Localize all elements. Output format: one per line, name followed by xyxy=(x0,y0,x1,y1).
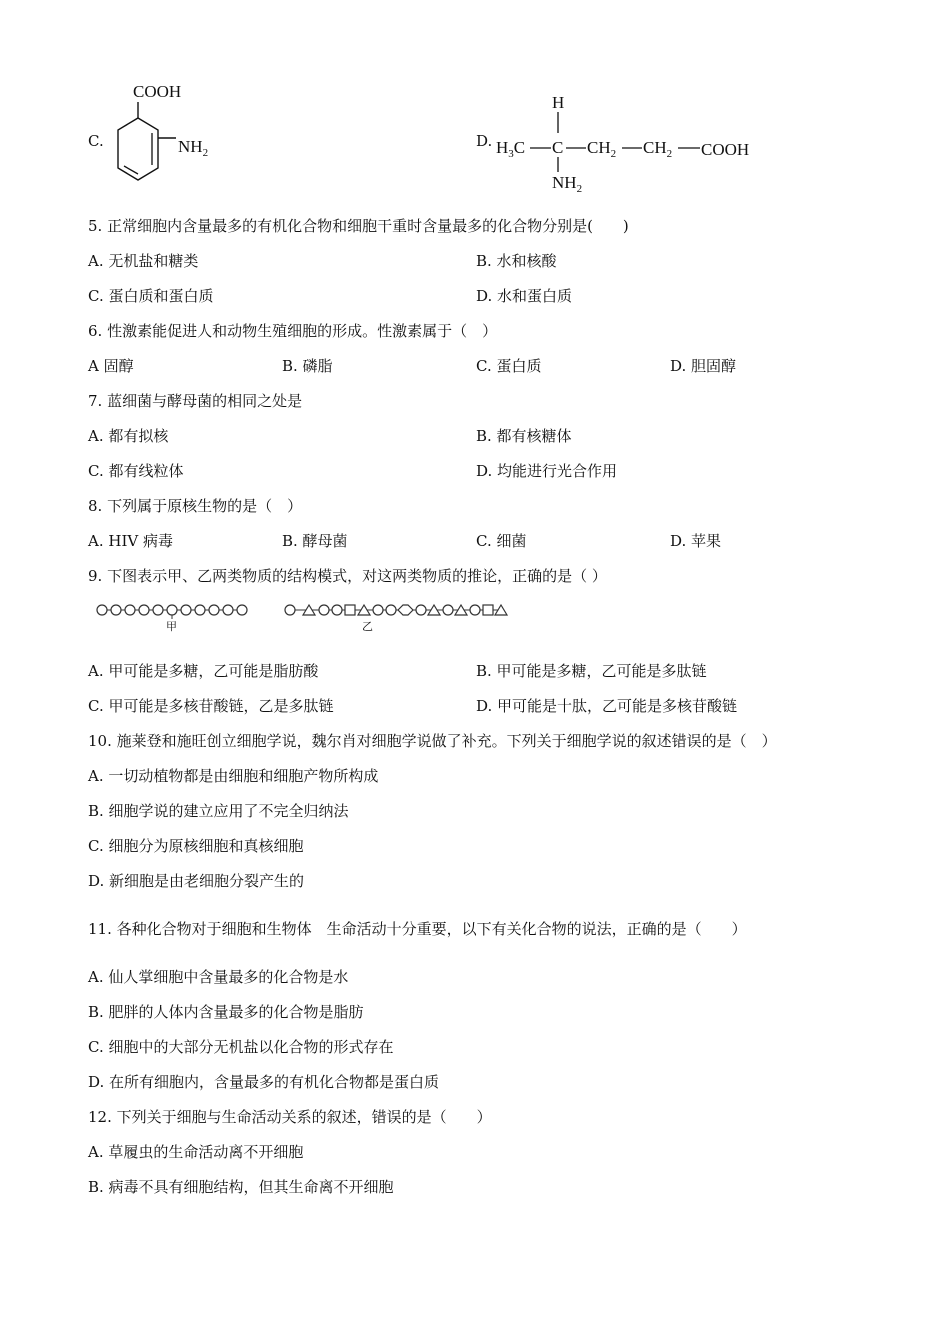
q4-d-ch2a-text: $CH_2$ xyxy=(587,138,617,160)
q10-option-a[interactable]: A. 一切动植物都是由细胞和细胞产物所构成 xyxy=(88,767,379,785)
q9-yi-monomer xyxy=(470,605,480,615)
q7-stem: 7. 蓝细菌与酵母菌的相同之处是 xyxy=(88,392,303,410)
q4-option-c-structure xyxy=(100,78,240,198)
q9-option-a[interactable]: A. 甲可能是多糖，乙可能是脂肪酸 xyxy=(88,662,319,680)
q4-d-cooh-text: COOH xyxy=(701,140,750,159)
q9-chain-yi xyxy=(285,605,507,615)
q11-option-c[interactable]: C. 细胞中的大部分无机盐以化合物的形式存在 xyxy=(88,1038,394,1056)
q9-jia-monomer xyxy=(167,605,177,615)
q9-label-jia: 甲 xyxy=(166,621,177,633)
q5-option-a[interactable]: A. 无机盐和糖类 xyxy=(88,252,199,270)
q11-option-d[interactable]: D. 在所有细胞内，含量最多的有机化合物都是蛋白质 xyxy=(88,1073,440,1091)
q9-jia-monomer xyxy=(153,605,163,615)
q9-jia-monomer xyxy=(97,605,107,615)
q9-yi-monomer xyxy=(443,605,453,615)
q4-d-h3c-text: $H_3C$ xyxy=(496,138,526,160)
q9-jia-monomer xyxy=(111,605,121,615)
q4-c-cooh-text: COOH xyxy=(133,82,182,101)
q7-option-b[interactable]: B. 都有核糖体 xyxy=(476,427,572,445)
q10-stem: 10. 施莱登和施旺创立细胞学说，魏尔肖对细胞学说做了补充。下列关于细胞学说的叙述错误的是（ ） xyxy=(88,732,777,750)
q10-option-c[interactable]: C. 细胞分为原核细胞和真核细胞 xyxy=(88,837,304,855)
q5-option-d[interactable]: D. 水和蛋白质 xyxy=(476,287,573,305)
q9-option-d[interactable]: D. 甲可能是十肽，乙可能是多核苷酸链 xyxy=(476,697,738,715)
q9-label-yi: 乙 xyxy=(362,621,373,633)
q6-option-c[interactable]: C. 蛋白质 xyxy=(476,357,542,375)
q11-option-b[interactable]: B. 肥胖的人体内含量最多的化合物是脂肪 xyxy=(88,1003,364,1021)
q9-chain-jia xyxy=(97,605,247,619)
q9-yi-monomer xyxy=(398,605,413,615)
q6-stem: 6. 性激素能促进人和动物生殖细胞的形成。性激素属于（ ） xyxy=(88,322,498,340)
q9-yi-monomer xyxy=(483,605,493,615)
q6-option-d[interactable]: D. 胆固醇 xyxy=(670,357,737,375)
q6-option-a[interactable]: A 固醇 xyxy=(88,357,134,375)
q4-d-c-text: C xyxy=(552,138,564,157)
q4-option-d-label: D. xyxy=(476,132,493,150)
q9-option-c[interactable]: C. 甲可能是多核苷酸链，乙是多肽链 xyxy=(88,697,334,715)
q5-option-b[interactable]: B. 水和核酸 xyxy=(476,252,557,270)
q4-d-nh2-text: $NH_2$ xyxy=(552,173,583,195)
q12-option-b[interactable]: B. 病毒不具有细胞结构，但其生命离不开细胞 xyxy=(88,1178,394,1196)
q4-option-d-structure xyxy=(494,86,784,196)
q4-d-ch2b-text: $CH_2$ xyxy=(643,138,673,160)
q6-option-b[interactable]: B. 磷脂 xyxy=(282,357,333,375)
q4-d-h-text: H xyxy=(552,93,565,112)
q9-jia-monomer xyxy=(139,605,149,615)
q10-option-b[interactable]: B. 细胞学说的建立应用了不完全归纳法 xyxy=(88,802,349,820)
q9-option-b[interactable]: B. 甲可能是多糖，乙可能是多肽链 xyxy=(476,662,707,680)
q9-stem: 9. 下图表示甲、乙两类物质的结构模式，对这两类物质的推论，正确的是（ ） xyxy=(88,567,607,585)
q9-jia-monomer xyxy=(209,605,219,615)
q8-stem: 8. 下列属于原核生物的是（ ） xyxy=(88,497,303,515)
q4-option-c-label: C. xyxy=(88,132,104,150)
q8-option-b[interactable]: B. 酵母菌 xyxy=(282,532,348,550)
q9-yi-monomer xyxy=(373,605,383,615)
q10-option-d[interactable]: D. 新细胞是由老细胞分裂产生的 xyxy=(88,872,305,890)
q7-option-d[interactable]: D. 均能进行光合作用 xyxy=(476,462,618,480)
q9-yi-monomer xyxy=(416,605,426,615)
q9-jia-monomer xyxy=(125,605,135,615)
q11-option-a[interactable]: A. 仙人掌细胞中含量最多的化合物是水 xyxy=(88,968,349,986)
q9-structure-diagram xyxy=(92,600,512,636)
q9-jia-monomer xyxy=(237,605,247,615)
q9-yi-monomer xyxy=(332,605,342,615)
q11-stem: 11. 各种化合物对于细胞和生物体 生命活动十分重要，以下有关化合物的说法，正确的是（ ） xyxy=(88,920,747,938)
q9-jia-monomer xyxy=(181,605,191,615)
q9-jia-monomer xyxy=(195,605,205,615)
q4-c-nh2-text: $NH_2$ xyxy=(178,137,209,159)
q5-stem: 5. 正常细胞内含量最多的有机化合物和细胞干重时含量最多的化合物分别是( ) xyxy=(88,217,629,235)
q9-yi-monomer xyxy=(386,605,396,615)
q5-option-c[interactable]: C. 蛋白质和蛋白质 xyxy=(88,287,214,305)
q8-option-d[interactable]: D. 苹果 xyxy=(670,532,722,550)
q8-option-c[interactable]: C. 细菌 xyxy=(476,532,527,550)
q7-option-c[interactable]: C. 都有线粒体 xyxy=(88,462,184,480)
q9-jia-monomer xyxy=(223,605,233,615)
q7-option-a[interactable]: A. 都有拟核 xyxy=(88,427,169,445)
q12-option-a[interactable]: A. 草履虫的生命活动离不开细胞 xyxy=(88,1143,304,1161)
q9-yi-monomer xyxy=(345,605,355,615)
q12-stem: 12. 下列关于细胞与生命活动关系的叙述，错误的是（ ） xyxy=(88,1108,492,1126)
q9-yi-monomer xyxy=(285,605,295,615)
q8-option-a[interactable]: A. HIV 病毒 xyxy=(88,532,173,550)
q9-yi-monomer xyxy=(319,605,329,615)
